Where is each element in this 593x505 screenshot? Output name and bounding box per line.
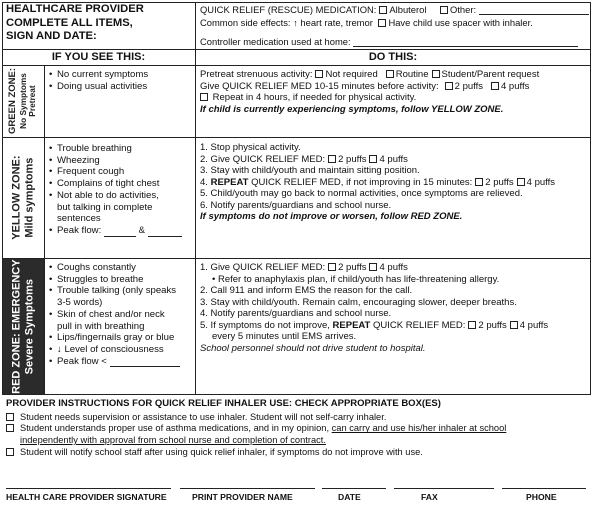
list-item: • Wheezing xyxy=(49,155,195,167)
list-item: • Trouble breathing xyxy=(49,143,195,155)
provider-title-line: COMPLETE ALL ITEMS, xyxy=(6,16,133,29)
yellow-step: 1. Stop physical activity. xyxy=(200,142,301,153)
list-item: • Skin of chest and/or neck xyxy=(49,309,195,321)
green-zone-rule xyxy=(2,137,591,138)
peak-flow-amp: & xyxy=(138,224,146,236)
red-step: 2. Call 911 and inform EMS the reason for the call. xyxy=(200,285,413,297)
consciousness-label: Level of consciousness xyxy=(64,343,164,355)
instruction-option xyxy=(6,412,591,424)
list-item: pull in with breathing xyxy=(57,320,145,332)
red-step: 5. If symptoms do not improve, xyxy=(200,319,330,331)
repeat-bold: REPEAT xyxy=(210,176,249,188)
yellow-step: 5. Child/youth may go back to normal activities, once symptoms are relieved. xyxy=(200,188,523,200)
spacer-checkbox[interactable] xyxy=(378,19,386,27)
green-zone-subtitle: Pretreat xyxy=(27,85,38,117)
provider-signature-label: HEALTH CARE PROVIDER SIGNATURE xyxy=(6,492,167,502)
four-puffs-checkbox[interactable] xyxy=(510,321,518,329)
date-label: DATE xyxy=(338,492,361,502)
quick-relief-section xyxy=(200,4,590,49)
arrow-up-icon: ↑ xyxy=(293,17,298,28)
side-effects-text: heart rate, tremor xyxy=(300,17,373,28)
green-symptoms xyxy=(49,69,194,92)
instruction-text: Student needs supervision or assistance to use inhaler. Student will not self-carry inhaler. xyxy=(20,411,387,422)
repeat-text: QUICK RELIEF MED: xyxy=(373,319,466,331)
yellow-zone-title: YELLOW ZONE: xyxy=(10,155,23,240)
repeat-checkbox[interactable] xyxy=(200,93,208,101)
instruction-text: independently with approval from school nurse and completion of contract. xyxy=(20,435,326,446)
column-head-right: DO THIS: xyxy=(368,51,418,63)
red-zone-title: RED ZONE: EMERGENCY xyxy=(10,259,23,394)
list-item: sentences xyxy=(57,213,101,225)
peak-flow-field[interactable] xyxy=(110,366,180,367)
side-effects-label: Common side effects: xyxy=(200,17,291,28)
consciousness-row xyxy=(49,344,195,356)
self-carry-checkbox[interactable] xyxy=(6,424,14,432)
peak-flow-high-field[interactable] xyxy=(148,236,182,237)
list-item: • Complains of tight chest xyxy=(49,178,195,190)
follow-yellow-line: If child is currently experiencing symptoms, follow YELLOW ZONE. xyxy=(200,103,504,115)
four-puffs-checkbox[interactable] xyxy=(369,155,377,163)
list-item: • Doing usual activities xyxy=(49,81,194,93)
green-zone-label xyxy=(2,65,44,137)
two-puffs-label: 2 puffs xyxy=(338,262,367,273)
two-puffs-label: 2 puffs xyxy=(338,153,367,165)
list-item: but talking in complete xyxy=(57,201,153,213)
provider-title-line: HEALTHCARE PROVIDER xyxy=(6,3,144,15)
list-item: • Not able to do activities, xyxy=(49,190,195,202)
four-puffs-label: 4 puffs xyxy=(519,319,549,331)
two-puffs-checkbox[interactable] xyxy=(468,321,476,329)
provider-instructions xyxy=(6,398,591,458)
arrow-down-icon: ↓ xyxy=(57,343,62,355)
list-item: • No current symptoms xyxy=(49,69,194,81)
yellow-step: 2. Give QUICK RELIEF MED: xyxy=(200,153,326,165)
peak-flow-low-field[interactable] xyxy=(104,236,136,237)
two-puffs-label: 2 puffs xyxy=(478,319,507,331)
peak-flow-row xyxy=(49,356,195,368)
controller-medication-field[interactable] xyxy=(353,46,578,47)
two-puffs-checkbox[interactable] xyxy=(475,178,483,186)
quick-relief-label: QUICK RELIEF (RESCUE) MEDICATION: xyxy=(200,4,377,15)
two-puffs-checkbox[interactable] xyxy=(328,155,336,163)
peak-flow-label: Peak flow < xyxy=(57,355,107,367)
phone-line[interactable] xyxy=(502,488,586,489)
albuterol-label: Albuterol xyxy=(389,4,427,15)
peak-flow-row xyxy=(49,225,195,237)
other-medication-field[interactable] xyxy=(479,14,589,15)
routine-label: Routine xyxy=(395,69,429,80)
instruction-text: Student understands proper use of asthma medications, and in my opinion, xyxy=(20,423,330,434)
controller-label: Controller medication used at home: xyxy=(200,36,351,47)
green-zone-subtitle: No Symptoms xyxy=(17,73,28,129)
notify-staff-checkbox[interactable] xyxy=(6,448,14,456)
red-step: 1. Give QUICK RELIEF MED: xyxy=(200,262,326,273)
instruction-text: can carry and use his/her inhaler at school xyxy=(331,423,507,434)
four-puffs-checkbox[interactable] xyxy=(491,82,499,90)
pretreat-label: Pretreat strenuous activity: xyxy=(200,69,313,80)
column-divider xyxy=(195,49,196,395)
two-puffs-checkbox[interactable] xyxy=(328,263,336,271)
request-checkbox[interactable] xyxy=(432,70,440,78)
header-divider xyxy=(195,2,196,50)
provider-name-line[interactable] xyxy=(180,488,315,489)
list-item: • Frequent cough xyxy=(49,166,195,178)
red-step: 4. Notify parents/guardians and school nurse. xyxy=(200,308,392,320)
zone-label-divider xyxy=(44,65,45,395)
not-required-checkbox[interactable] xyxy=(315,70,323,78)
follow-red-line: If symptoms do not improve or worsen, follow RED ZONE. xyxy=(200,211,463,223)
four-puffs-label: 4 puffs xyxy=(379,153,408,165)
yellow-step: 4. xyxy=(200,176,208,188)
list-item: 3-5 words) xyxy=(57,297,103,309)
not-required-label: Not required xyxy=(325,69,378,80)
green-zone-title: GREEN ZONE: xyxy=(7,68,19,134)
peak-flow-label: Peak flow: xyxy=(57,224,102,236)
instructions-title: PROVIDER INSTRUCTIONS FOR QUICK RELIEF INHALER USE: CHECK APPROPRIATE BOX(ES) xyxy=(6,398,441,409)
fax-label: FAX xyxy=(421,492,438,502)
yellow-symptoms xyxy=(49,143,195,237)
instruction-option xyxy=(6,447,591,459)
signature-line[interactable] xyxy=(6,488,171,489)
yellow-step: 3. Stay with child/youth and maintain sitting position. xyxy=(200,165,420,177)
column-head-rule xyxy=(2,65,591,66)
repeat-bold: REPEAT xyxy=(332,319,371,331)
red-symptoms xyxy=(49,262,195,367)
supervision-checkbox[interactable] xyxy=(6,413,14,421)
date-line[interactable] xyxy=(322,488,386,489)
four-puffs-label: 4 puffs xyxy=(501,80,530,92)
red-actions: 1. Give QUICK RELIEF MED: 2 puffs 4 puffs • Refer to anaphylaxis plan, if child/youth has life-threatening allergy. 2. Call 911 and inform EMS the reason for the call. 3. Stay with child/youth. Remain calm, encouraging slower, deeper breaths. 4. Notify parents/guardians and school nurse. 5. If symptoms do not improve, REPEAT QUICK RELIEF MED: 2 puffs 4 puffs every 5 minutes until EMS arrives. School personnel should not drive student to hospital. xyxy=(200,262,588,355)
routine-checkbox[interactable] xyxy=(386,70,394,78)
red-zone-label xyxy=(3,259,44,394)
four-puffs-label: 4 puffs xyxy=(379,262,408,273)
instruction-text: Student will notify school staff after using quick relief inhaler, if symptoms do not improve with use. xyxy=(20,446,423,457)
yellow-zone-subtitle: Mild symptoms xyxy=(23,157,36,238)
spacer-label: Have child use spacer with inhaler. xyxy=(388,17,533,28)
instruction-option xyxy=(6,435,591,447)
list-item: • Struggles to breathe xyxy=(49,274,195,286)
yellow-step: 6. Notify parents/guardians and school nurse. xyxy=(200,199,392,211)
list-item: • Coughs constantly xyxy=(49,262,195,274)
yellow-zone-rule xyxy=(2,258,591,259)
albuterol-checkbox[interactable] xyxy=(379,6,387,14)
provider-title xyxy=(6,3,194,44)
two-puffs-checkbox[interactable] xyxy=(445,82,453,90)
list-item: • Lips/fingernails gray or blue xyxy=(49,332,195,344)
provider-name-label: PRINT PROVIDER NAME xyxy=(192,492,293,502)
yellow-actions xyxy=(200,142,588,223)
other-checkbox[interactable] xyxy=(440,6,448,14)
four-puffs-label: 4 puffs xyxy=(526,176,555,188)
two-puffs-label: 2 puffs xyxy=(485,176,514,188)
fax-line[interactable] xyxy=(394,488,494,489)
four-puffs-checkbox[interactable] xyxy=(369,263,377,271)
two-puffs-label: 2 puffs xyxy=(454,80,483,92)
column-head-left: IF YOU SEE THIS: xyxy=(51,51,146,63)
provider-title-line: SIGN AND DATE: xyxy=(6,30,97,43)
red-note: School personnel should not drive student to hospital. xyxy=(200,343,426,355)
request-label: Student/Parent request xyxy=(441,69,540,80)
red-step: Refer to anaphylaxis plan, if child/youth has life-threatening allergy. xyxy=(217,273,500,285)
instruction-option xyxy=(6,423,591,435)
give-med-line: Give QUICK RELIEF MED 10-15 minutes before activity: xyxy=(200,80,439,92)
list-item: • Trouble talking (only speaks xyxy=(49,285,195,297)
header-rule xyxy=(2,49,591,50)
red-step: every 5 minutes until EMS arrives. xyxy=(212,331,357,343)
green-actions xyxy=(200,69,588,115)
repeat-line: Repeat in 4 hours, if needed for physical activity. xyxy=(212,92,417,104)
repeat-text: QUICK RELIEF MED, if not improving in 15 minutes: xyxy=(251,176,473,188)
phone-label: PHONE xyxy=(526,492,557,502)
red-zone-subtitle: Severe Symptoms xyxy=(23,278,36,375)
yellow-zone-label xyxy=(2,137,44,258)
other-label: Other: xyxy=(450,4,477,15)
red-step: 3. Stay with child/youth. Remain calm, encouraging slower, deeper breaths. xyxy=(200,296,517,308)
four-puffs-checkbox[interactable] xyxy=(517,178,525,186)
